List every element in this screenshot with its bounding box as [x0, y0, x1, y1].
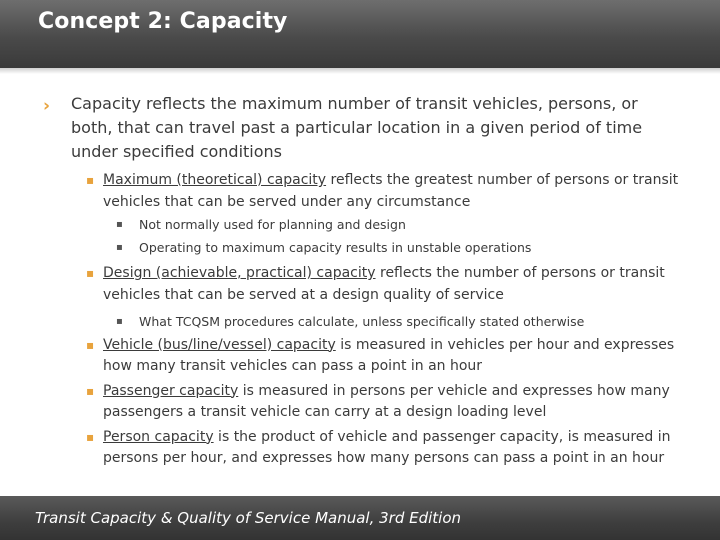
term-maximum-capacity: Maximum (theoretical) capacity	[103, 172, 327, 188]
header-shadow	[0, 68, 720, 74]
bullet-capacity	[0, 92, 720, 164]
bullet-maximum-text: reflects the greatest number of persons or transit vehicles that can be served under any circumstance	[103, 172, 679, 210]
square-bullet-icon: ▪	[86, 429, 95, 444]
square-bullet-icon: ▪	[116, 241, 123, 253]
bullet-passenger-capacity	[0, 381, 720, 424]
bullet-design-text: reflects the number of persons or transit vehicles that can be served at a design quality of service	[103, 265, 665, 303]
square-bullet-icon: ▪	[86, 173, 95, 187]
sub-bullet-unstable-operations	[0, 237, 720, 260]
bullet-passenger-text: is measured in persons per vehicle and expresses how many passengers a transit vehicle can carry at a design loading level	[103, 382, 670, 420]
term-vehicle-capacity: Vehicle (bus/line/vessel) capacity	[103, 336, 336, 353]
sub-bullet-text: Not normally used for planning and design	[139, 217, 406, 232]
sub-bullet-text: What TCQSM procedures calculate, unless specifically stated otherwise	[139, 314, 585, 329]
chevron-right-icon: ›	[43, 96, 51, 116]
sub-bullet-text: Operating to maximum capacity results in unstable operations	[139, 239, 532, 255]
sub-bullet-tcqsm-procedures	[0, 311, 720, 334]
square-bullet-icon: ▪	[86, 266, 95, 280]
bullet-maximum-capacity	[0, 170, 720, 213]
title-bar	[0, 0, 720, 68]
square-bullet-icon: ▪	[116, 316, 123, 327]
sub-bullet-not-normally-used	[0, 214, 720, 237]
bullet-capacity-text: Capacity reflects the maximum number of transit vehicles, persons, or both, that can travel past a particular location in a given period of time under specified conditions	[71, 94, 643, 161]
square-bullet-icon: ▪	[116, 219, 123, 230]
slide-content	[0, 92, 720, 470]
bullet-design-capacity	[0, 263, 720, 306]
square-bullet-icon: ▪	[86, 337, 95, 352]
term-person-capacity: Person capacity	[103, 428, 214, 445]
bullet-person-capacity	[0, 427, 720, 470]
term-design-capacity: Design (achievable, practical) capacity	[103, 265, 376, 281]
bullet-vehicle-text: is measured in vehicles per hour and expresses how many transit vehicles can pass a point in an hour	[103, 336, 675, 374]
page-title: Concept 2: Capacity	[38, 9, 288, 34]
footer-text: Transit Capacity & Quality of Service Manual, 3rd Edition	[35, 509, 462, 527]
footer-bar	[0, 496, 720, 540]
bullet-vehicle-capacity	[0, 335, 720, 378]
term-passenger-capacity: Passenger capacity	[103, 382, 239, 399]
square-bullet-icon: ▪	[86, 383, 95, 398]
bullet-person-text: is the product of vehicle and passenger capacity, is measured in persons per hour, and expresses how many persons can pass a point in an hour	[103, 428, 671, 466]
